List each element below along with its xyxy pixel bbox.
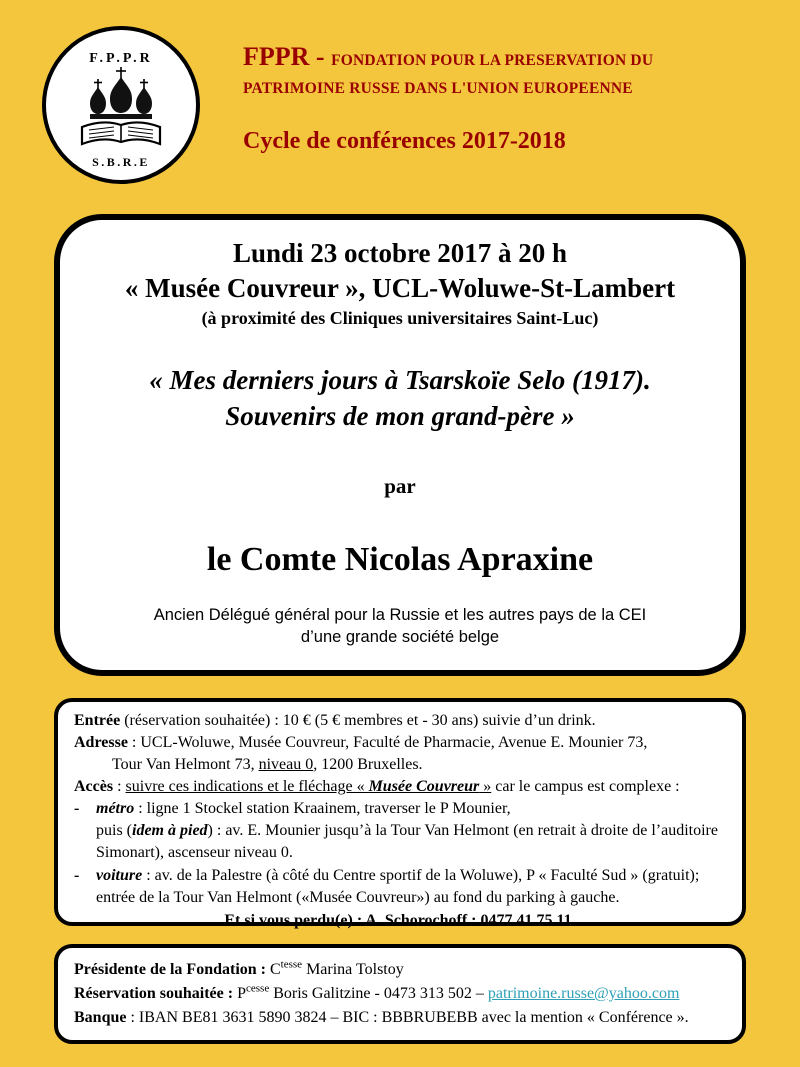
speaker-description [60,605,740,649]
metro-cont-post: ) : av. E. Mounier jusqu’à la Tour Van Helmont (en retrait à droite de l’auditoire Simonart), ascenseur niveau 0. [96,822,718,862]
acces-underline1: suivre ces indications et le fléchage « [125,778,369,796]
contact-box [54,944,746,1044]
org-name-line2: PATRIMOINE RUSSE DANS L'UNION EUROPEENNE [243,79,633,97]
adresse-niveau: niveau 0 [258,756,314,774]
voiture-content [96,865,726,909]
event-speaker: le Comte Nicolas Apraxine [206,541,594,579]
presidente-initial: C [266,961,281,978]
reservation-label: Réservation souhaitée : [74,985,234,1002]
adresse-label: Adresse [74,734,128,752]
speaker-description-line1: Ancien Délégué général pour la Russie et les autres pays de la CEI [153,606,647,625]
adresse-text3: , 1200 Bruxelles. [313,756,423,774]
metro-cont-pre: puis ( [96,822,132,840]
acces-underline2: » [479,778,492,796]
metro-content [96,798,511,820]
metro-line [74,798,726,820]
cycle-title: Cycle de conférences 2017-2018 [243,127,566,154]
org-name-part1: FONDATION POUR LA PRESERVATION DU [331,52,654,69]
reservation-initial: P [233,985,246,1002]
presidente-sup: tesse [280,958,303,971]
email-link[interactable]: patrimoine.russe@yahoo.com [487,985,680,1002]
banque-label: Banque [74,1009,127,1026]
adresse-text1: : UCL-Woluwe, Musée Couvreur, Faculté de Pharmacie, Avenue E. Mounier 73, [127,734,648,752]
banque-text: : IBAN BE81 3631 5890 3824 – BIC : BBBRUBEBB avec la mention « Conférence ». [126,1009,689,1026]
voiture-text: : av. de la Palestre (à côté du Centre sportif de la Woluwe), P « Faculté Sud » (gratuit); entrée de la Tour Van Helmont («Musée Couvreur») au fond du parking à gauche. [96,866,700,906]
entree-text: (réservation souhaitée) : 10 € (5 € membres et - 30 ans) suivie d’un drink. [120,712,596,729]
event-par: par [384,474,416,499]
voiture-label: voiture [96,866,143,884]
adresse-text2: Tour Van Helmont 73, [112,756,259,774]
acces-line [74,776,726,798]
metro-text: : ligne 1 Stockel station Kraainem, traverser le P Mounier, [134,800,511,818]
logo-top-text: F.P.P.R [89,51,153,66]
event-box [54,214,746,676]
adresse-line2 [112,754,726,776]
presidente-label: Présidente de la Fondation : [74,961,266,978]
reservation-line [74,982,726,1006]
event-title-line1: « Mes derniers jours à Tsarskoïe Selo (1917). [149,365,651,396]
voiture-line [74,865,726,909]
logo-bottom-text: S.B.R.E [92,155,150,169]
presidente-name: Marina Tolstoy [302,961,404,978]
acces-rest: car le campus est complexe : [491,778,680,796]
metro-label: métro [96,800,135,818]
open-book-icon [82,122,160,144]
event-title [60,363,740,434]
entree-label: Entrée [74,712,121,729]
metro-continuation [96,820,726,864]
reservation-text: Boris Galitzine - 0473 313 502 – [269,985,488,1002]
header [243,42,773,155]
entree-line [74,710,726,732]
lost-contact-line: Et si vous perdu(e) : A. Schorochoff : 0477 41 75 11. [224,911,576,929]
org-abbr: FPPR - [243,42,332,71]
fppr-logo-graphic [46,30,196,180]
acces-musee: Musée Couvreur [368,778,480,796]
practical-info-box [54,698,746,929]
bullet-dash: - [74,866,80,884]
speaker-description-line2: d’une grande société belge [300,628,500,647]
acces-label: Accès [74,778,114,796]
event-date: Lundi 23 octobre 2017 à 20 h [232,238,568,268]
reservation-sup: cesse [246,982,270,995]
banque-line [74,1006,726,1030]
adresse-line [74,732,726,754]
event-title-line2: Souvenirs de mon grand-père » [225,400,575,431]
onion-domes-icon [90,77,152,119]
event-venue: « Musée Couvreur », UCL-Woluwe-St-Lambert [124,273,676,304]
acces-sep: : [113,778,126,796]
acces-underlined [126,778,492,795]
presidente-line [74,958,726,982]
bullet-dash: - [74,800,80,818]
metro-cont-idem: idem à pied [132,822,208,840]
org-name-line1 [243,42,773,72]
event-proximity: (à proximité des Cliniques universitaires Saint-Luc) [201,308,599,329]
fppr-logo [42,26,200,184]
